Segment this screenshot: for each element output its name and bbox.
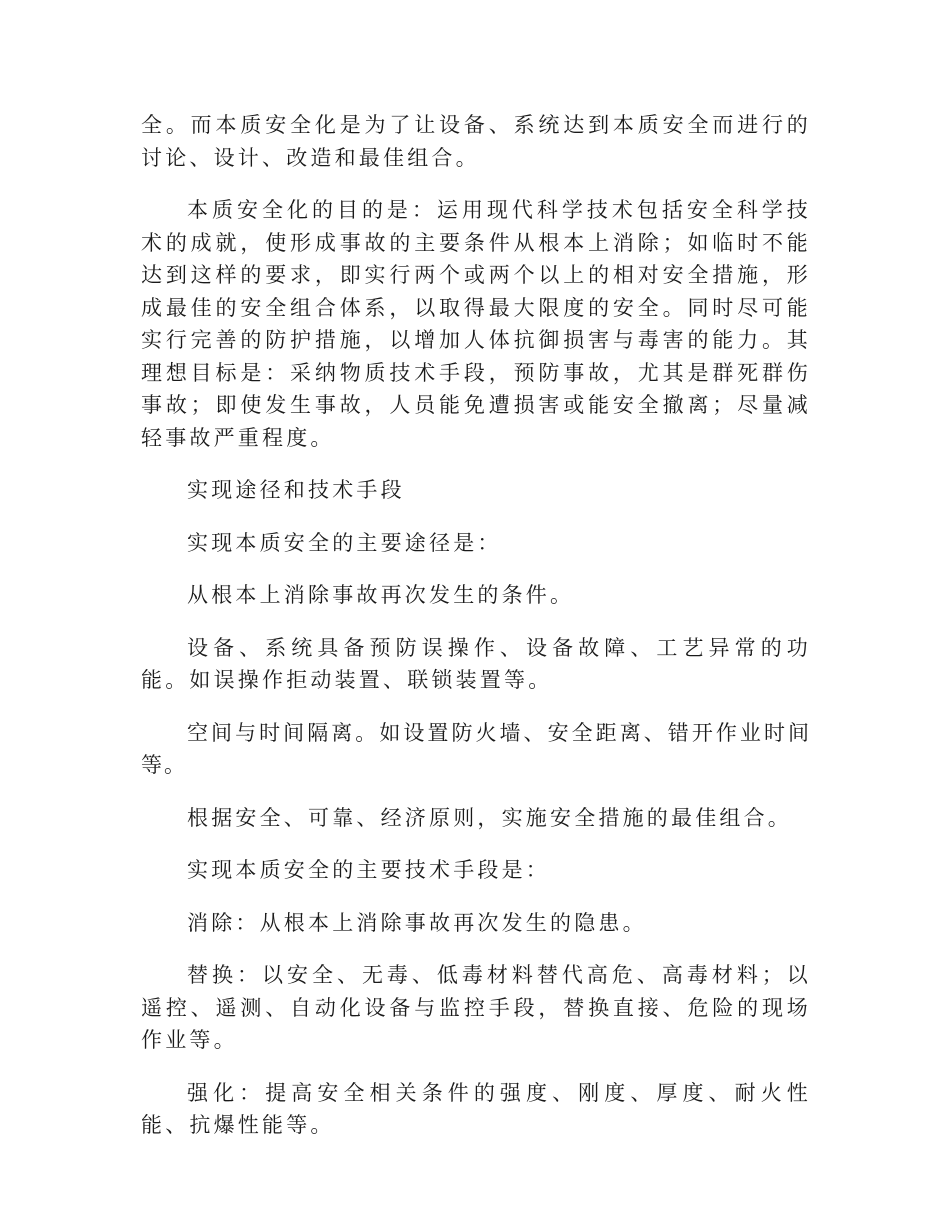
paragraph-path-4: 根据安全、可靠、经济原则，实施安全措施的最佳组合。 — [187, 805, 792, 830]
paragraph-technique-strengthen: 强化：提高安全相关条件的强度、刚度、厚度、耐火性能、抗爆性能等。 — [141, 1080, 811, 1137]
paragraph-purpose: 本质安全化的目的是：运用现代科学技术包括安全科学技术的成就，使形成事故的主要条件从根本上消除；如临时不能达到这样的要求，即实行两个或两个以上的相对安全措施，形成最佳的安全组合体系，以取得最大限度的安全。同时尽可能实行完善的防护措施，以增加人体抗御损害与毒害的能力。其理想目标是：采纳物质技术手段，预防事故，尤其是群死群伤事故；即使发生事故，人员能免遭损害或能安全撤离；尽量减轻事故严重程度。 — [141, 198, 811, 450]
paragraph-path-2: 设备、系统具备预防误操作、设备故障、工艺异常的功能。如误操作拒动装置、联锁装置等。 — [141, 635, 811, 692]
paragraph-technique-eliminate: 消除：从根本上消除事故再次发生的隐患。 — [187, 910, 647, 935]
paragraph-path-1: 从根本上消除事故再次发生的条件。 — [187, 583, 575, 607]
paragraph-main-techniques: 实现本质安全的主要技术手段是： — [187, 858, 550, 882]
section-heading: 实现途径和技术手段 — [187, 478, 405, 502]
paragraph-path-3: 空间与时间隔离。如设置防火墙、安全距离、错开作业时间等。 — [141, 720, 811, 777]
paragraph-continuation: 全。而本质安全化是为了让设备、系统达到本质安全而进行的讨论、设计、改造和最佳组合。 — [141, 113, 811, 170]
paragraph-technique-replace: 替换：以安全、无毒、低毒材料替代高危、高毒材料；以遥控、遥测、自动化设备与监控手段，替换直接、危险的现场作业等。 — [141, 963, 811, 1052]
document-body — [141, 109, 811, 1162]
paragraph-main-paths: 实现本质安全的主要途径是： — [187, 530, 502, 555]
